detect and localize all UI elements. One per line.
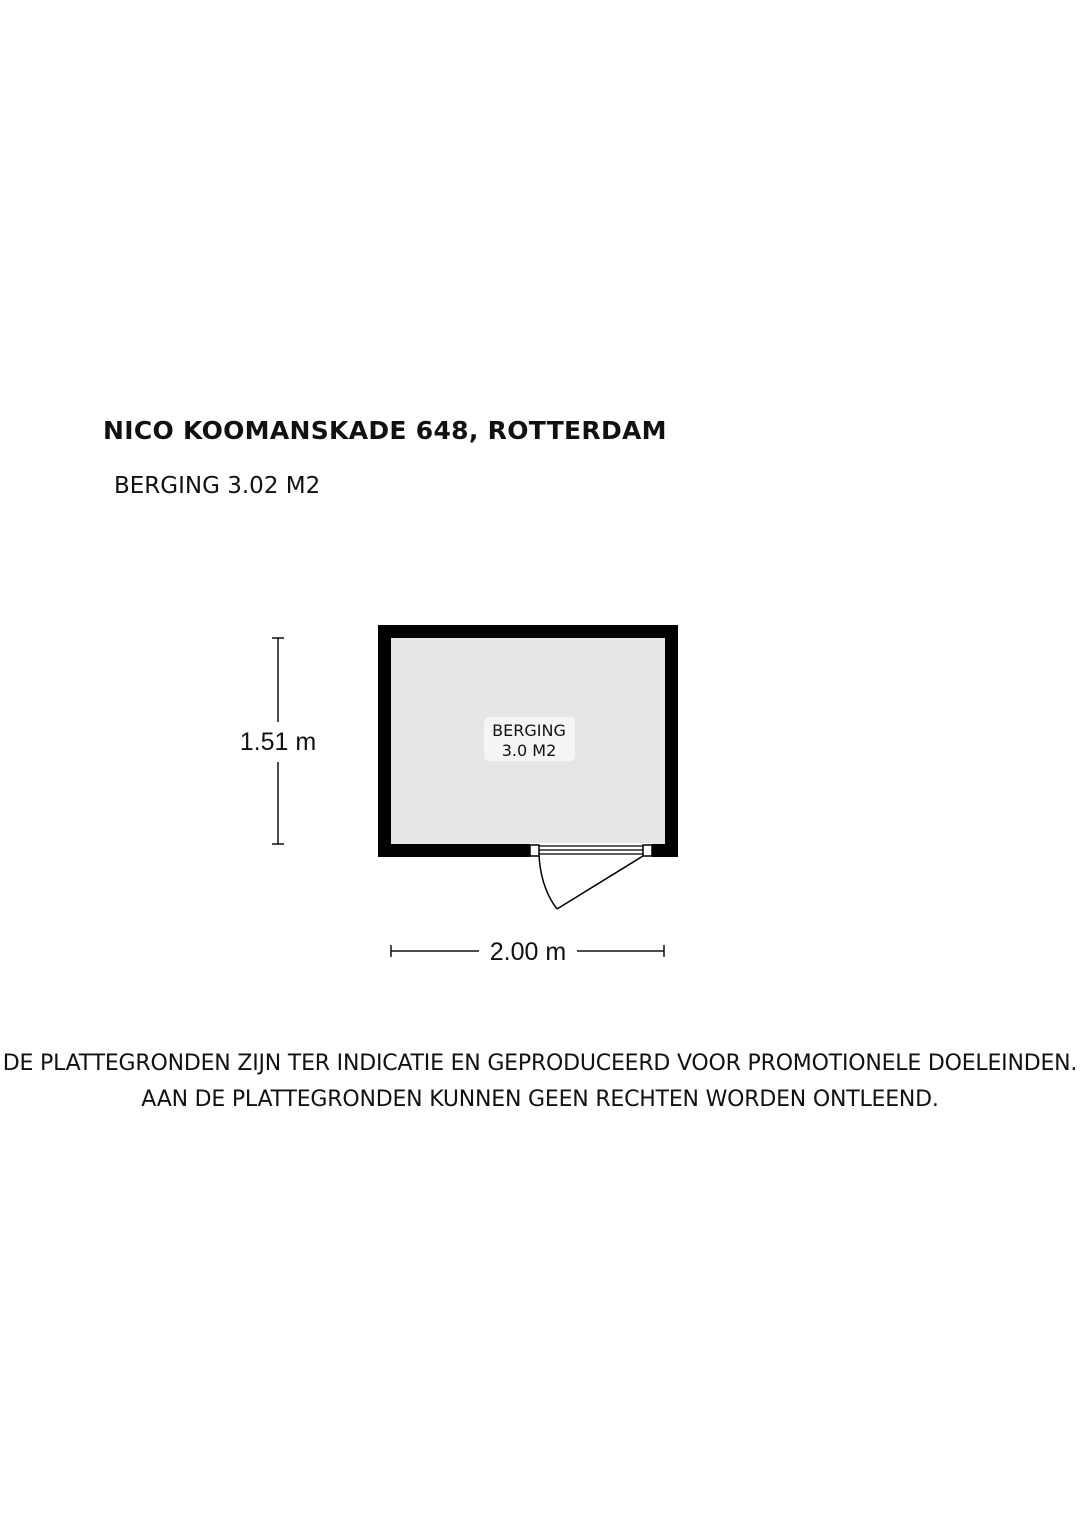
disclaimer-line-1: DE PLATTEGRONDEN ZIJN TER INDICATIE EN GEPRODUCEERD VOOR PROMOTIONELE DOELEINDEN. (2, 1051, 1078, 1076)
room-area: 3.0 M2 (501, 741, 557, 760)
width-dimension-label: 2.00 m (489, 938, 567, 966)
storage-area-subtitle: BERGING 3.02 M2 (114, 473, 321, 499)
room-name: BERGING (492, 721, 566, 740)
height-dimension-label: 1.51 m (239, 728, 317, 756)
door-leaf (557, 856, 643, 909)
property-title: NICO KOOMANSKADE 648, ROTTERDAM (103, 416, 667, 445)
disclaimer (0, 1046, 1080, 1118)
door (530, 843, 652, 909)
door-swing-arc (539, 856, 557, 909)
disclaimer-line-2: AAN DE PLATTEGRONDEN KUNNEN GEEN RECHTEN WORDEN ONTLEEND. (141, 1087, 939, 1112)
